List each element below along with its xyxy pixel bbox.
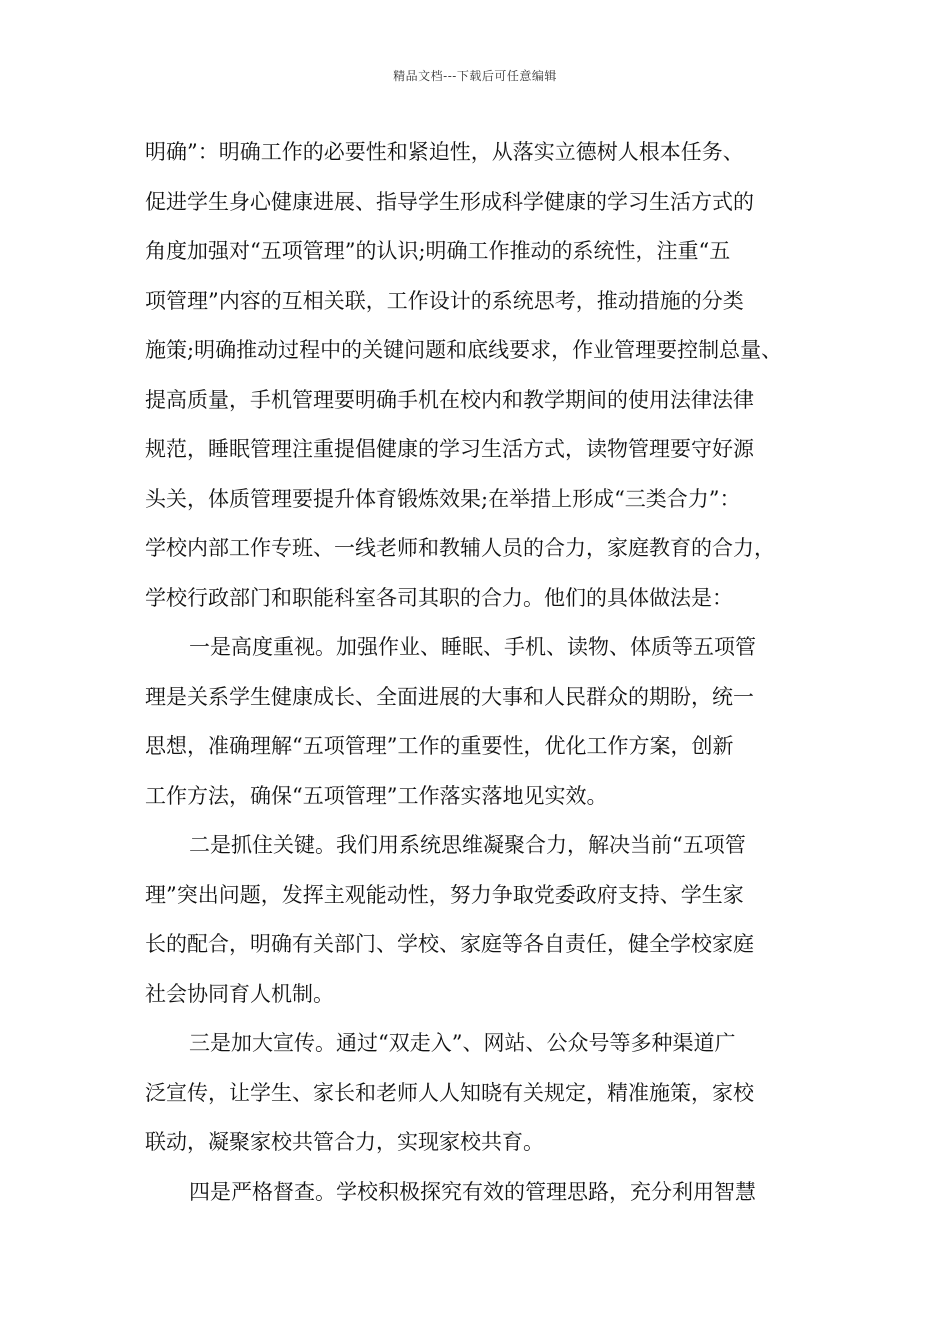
text-line: 理”突出问题，发挥主观能动性，努力争取党委政府支持、学生家 [145,882,744,907]
text-line: 角度加强对“五项管理”的认识;明确工作推动的系统性，注重“五 [145,239,731,263]
text-line: 头关，体质管理要提升体育锻炼效果;在举措上形成“三类合力”： [145,486,741,511]
text-line: 明确”：明确工作的必要性和紧迫性，从落实立德树人根本任务、 [145,140,744,164]
text-line: 规范，睡眠管理注重提倡健康的学习生活方式，读物管理要守好源 [145,437,754,461]
text-line: 泛宣传，让学生、家长和老师人人知晓有关规定，精准施策，家校 [145,1080,754,1105]
text-line: 学校行政部门和职能科室各司其职的合力。他们的具体做法是： [145,585,733,610]
paragraph-first-line: 四是严格督查。学校积极探究有效的管理思路，充分利用智慧 [189,1179,756,1204]
text-line: 社会协同育人机制。 [145,981,334,1006]
text-line: 长的配合，明确有关部门、学校、家庭等各自责任，健全学校家庭 [145,932,754,956]
text-line: 促进学生身心健康进展、指导学生形成科学健康的学习生活方式的 [145,189,754,214]
paragraph-first-line: 三是加大宣传。通过“双走入”、网站、公众号等多种渠道广 [189,1031,736,1055]
text-line: 理是关系学生健康成长、全面进展的大事和人民群众的期盼，统一 [145,684,754,709]
text-line: 工作方法，确保“五项管理”工作落实落地见实效。 [145,783,608,808]
document-body [145,128,825,1217]
text-line: 项管理”内容的互相关联，工作设计的系统思考，推动措施的分类 [145,288,744,313]
page-header: 精品文档---下载后可任意编辑 [393,69,557,83]
text-line: 提高质量，手机管理要明确手机在校内和教学期间的使用法律法律 [145,387,754,412]
text-line: 学校内部工作专班、一线老师和教辅人员的合力，家庭教育的合力， [145,536,775,560]
text-line: 施策;明确推动过程中的关键问题和底线要求，作业管理要控制总量、 [145,338,783,362]
text-line: 联动，凝聚家校共管合力，实现家校共育。 [145,1130,544,1154]
paragraph-first-line: 一是高度重视。加强作业、睡眠、手机、读物、体质等五项管 [189,635,756,659]
text-line: 思想，准确理解“五项管理”工作的重要性，优化工作方案，创新 [145,734,734,758]
paragraph-first-line: 二是抓住关键。我们用系统思维凝聚合力，解决当前“五项管 [189,833,746,857]
